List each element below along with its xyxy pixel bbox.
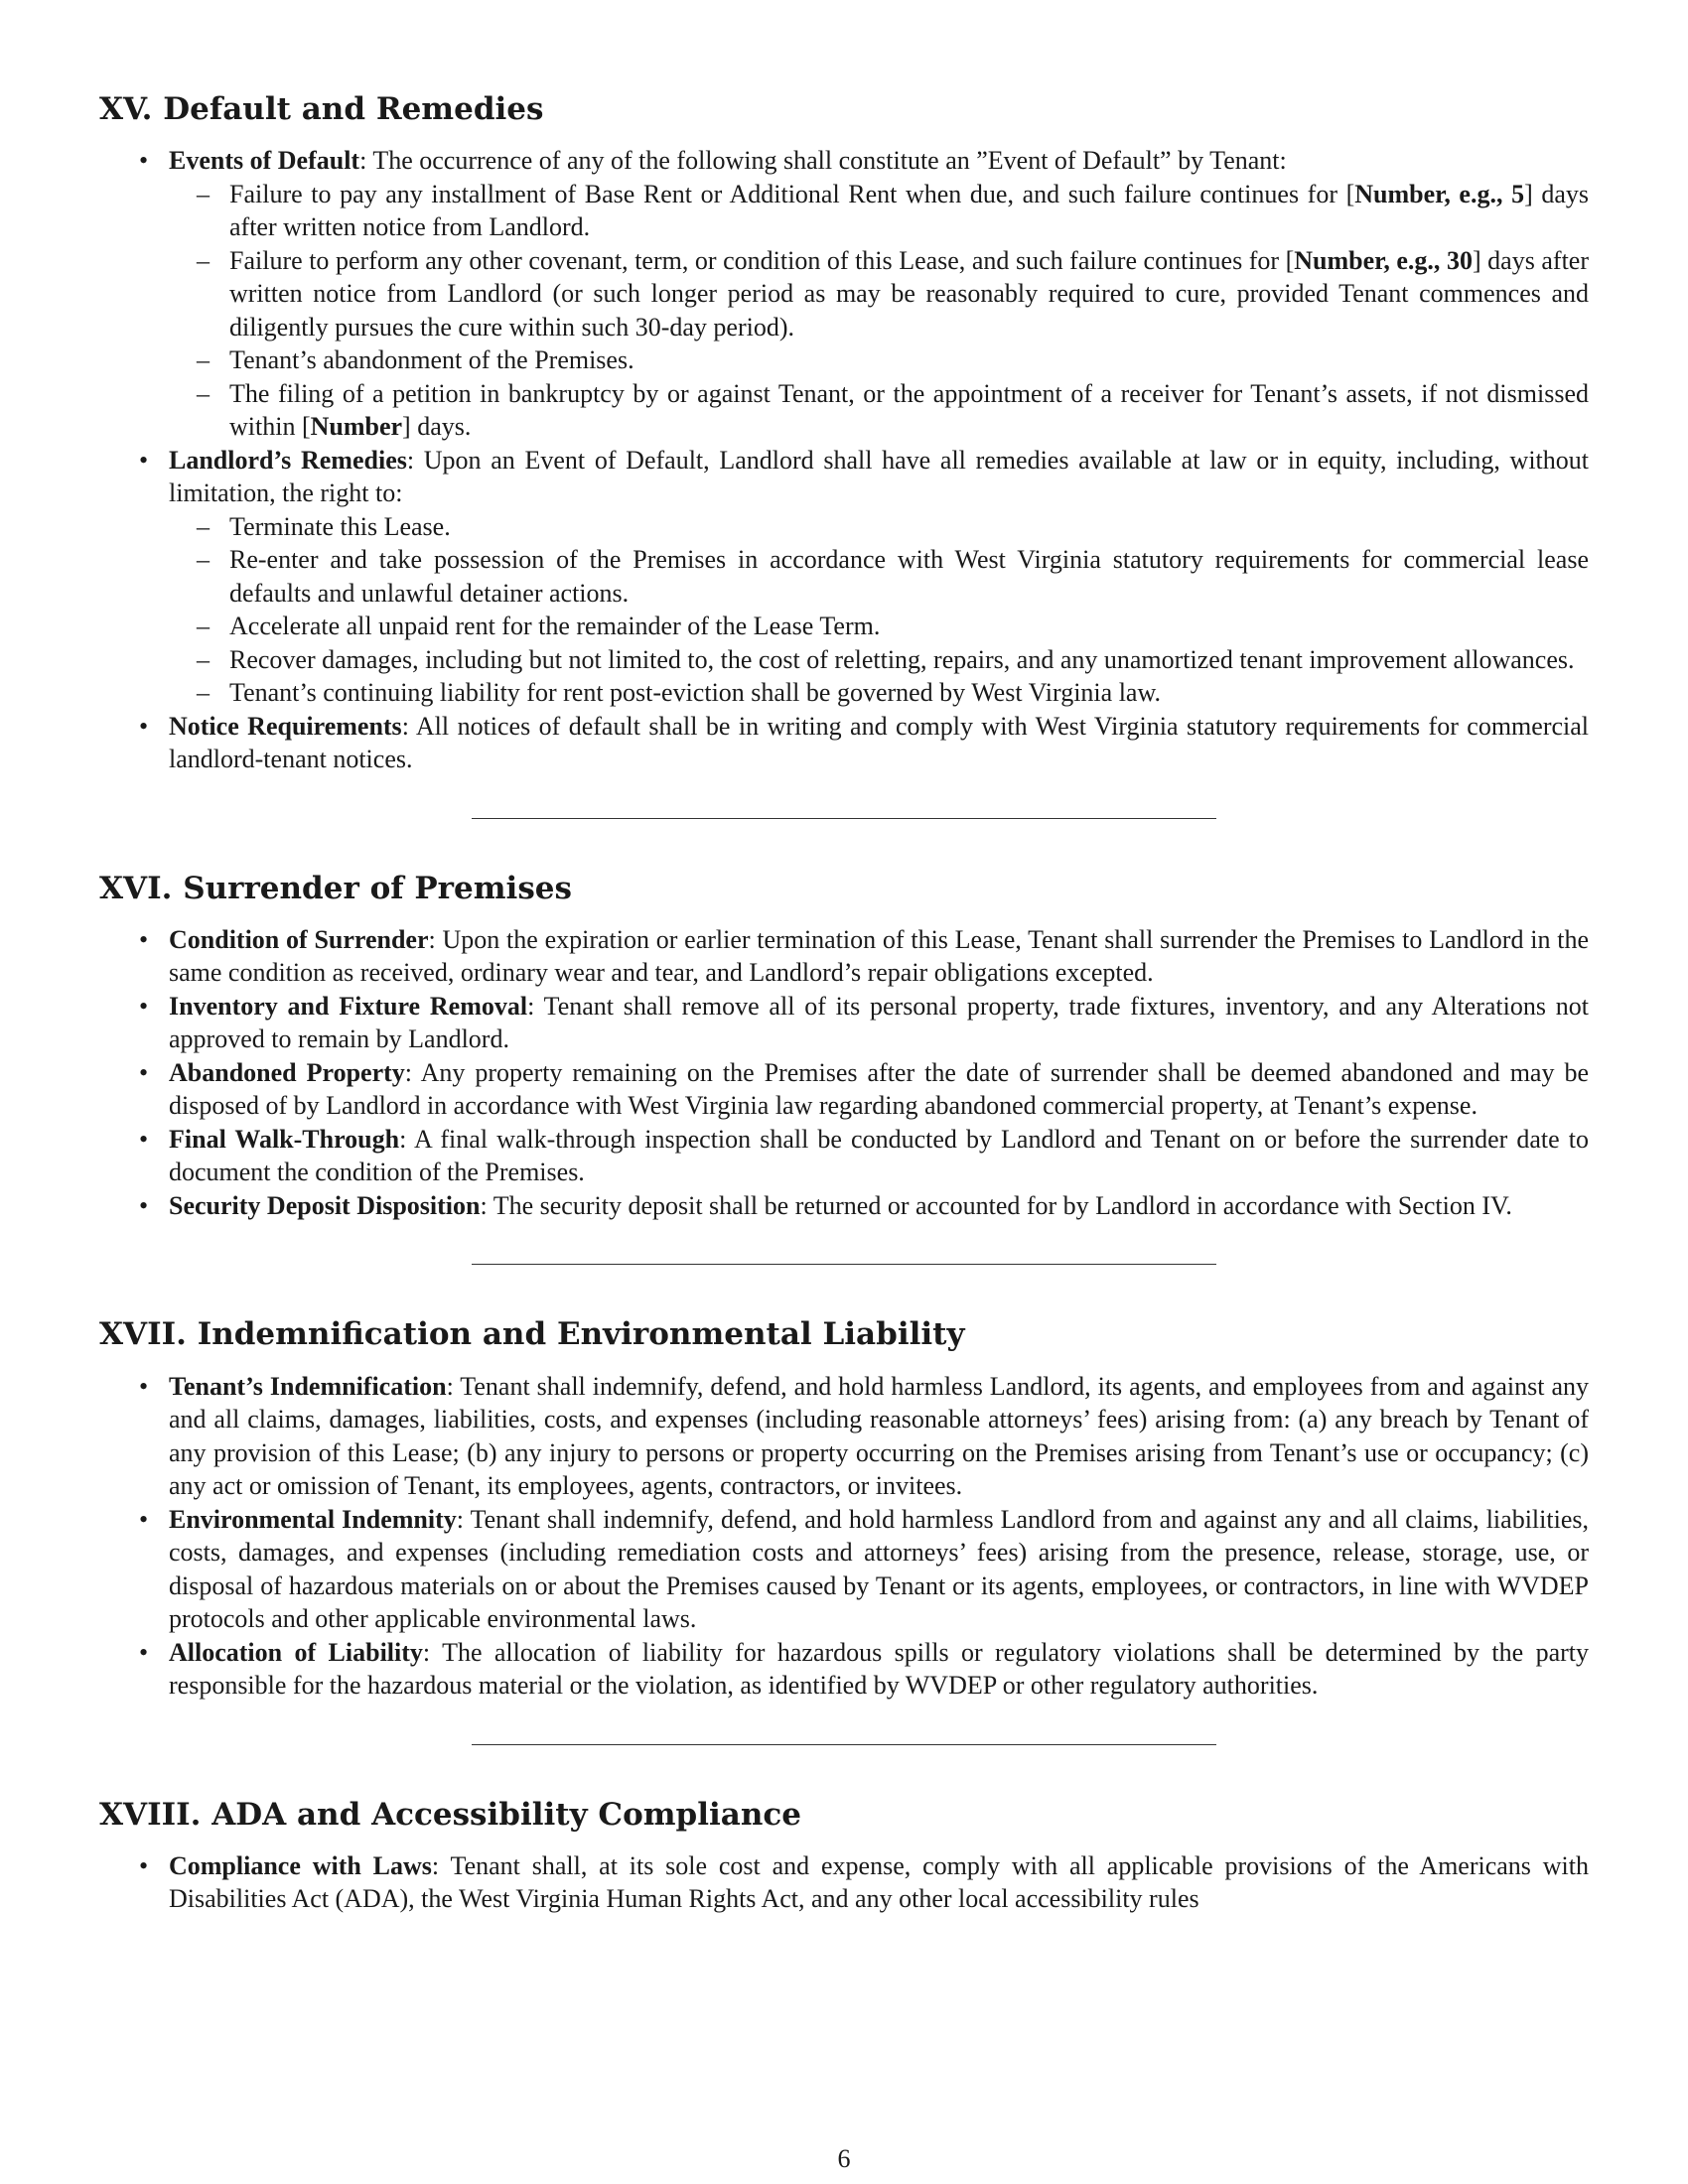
section-default-remedies [99,91,1589,776]
item-text: : The occurrence of any of the following shall constitute an ”Event of Default” by Tenant: [359,146,1287,176]
placeholder-value: Number, e.g., 30 [1294,245,1473,275]
section-divider [472,1264,1216,1265]
section-divider [472,1744,1216,1745]
sub-item-text: Failure to perform any other covenant, term, or condition of this Lease, and such failure continues for [ [229,245,1295,275]
item-text: : Tenant shall, at its sole cost and expense, comply with all applicable provisions of the Americans with Disabilities Act (ADA), the West Virginia Human Rights Act, and any other local accessibility rules [169,1850,1589,1914]
item-term: Condition of Surrender [169,924,429,954]
item-term: Security Deposit Disposition [169,1190,481,1220]
list-item [99,1636,1589,1703]
section-indemnification [99,1316,1589,1702]
list-item [99,144,1589,444]
placeholder-value: Number [310,412,403,442]
item-term: Allocation of Liability [169,1637,423,1667]
list-item [99,990,1589,1056]
sub-item-text: ] days after written notice from Landlord. [229,179,1590,242]
item-text: : Upon an Event of Default, Landlord shall have all remedies available at law or in equity, including, without limitation, the right to: [169,445,1589,508]
list-item [99,1370,1589,1503]
item-term: Events of Default [169,146,360,176]
item-term: Final Walk-Through [169,1124,400,1154]
sub-list-item [169,510,1589,544]
sub-item-text: The filing of a petition in bankruptcy by or against Tenant, or the appointment of a receiver for Tenant’s assets, if not dismissed within [ [229,378,1589,442]
item-text: : Tenant shall indemnify, defend, and hold harmless Landlord from and against any and all claims, liabilities, costs, damages, and expenses (including remediation costs and attorneys’ fees) arising from the presence, release, storage, use, or disposal of hazardous materials on or about the Premises caused by Tenant or its agents, employees, or contractors, in line with WVDEP protocols and other applicable environmental laws. [169,1504,1589,1634]
sub-list-item [169,377,1589,444]
sub-item-text: Accelerate all unpaid rent for the remainder of the Lease Term. [229,612,881,641]
section-title: XVI. Surrender of Premises [99,870,572,906]
list-item [99,1123,1589,1189]
page-number: 6 [837,2144,851,2173]
sub-list-item [169,343,1589,377]
sub-item-text: Failure to pay any installment of Base Rent or Additional Rent when due, and such failure continues for [ [229,179,1355,208]
placeholder-value: Number, e.g., 5 [1354,179,1525,208]
section-title: XV. Default and Remedies [99,91,544,127]
section-title: XVII. Indemnification and Environmental Liability [99,1316,965,1353]
item-text: : Upon the expiration or earlier termination of this Lease, Tenant shall surrender the Premises to Landlord in the same condition as received, ordinary wear and tear, and Landlord’s repair obligations excepted. [169,924,1589,988]
sub-list [169,510,1589,710]
bullet-list [99,1849,1589,1916]
item-text: : All notices of default shall be in writing and comply with West Virginia statutory requirements for commercial landlord-tenant notices. [169,711,1590,774]
item-text: : Tenant shall indemnify, defend, and hold harmless Landlord, its agents, and employees from and against any and all claims, damages, liabilities, costs, and expenses (including reasonable attorneys’ fees) arising from: (a) any breach by Tenant of any provision of this Lease; (b) any injury to persons or property occurring on the Premises arising from Tenant’s use or occupancy; (c) any act or omission of Tenant, its employees, agents, contractors, or invitees. [169,1371,1589,1501]
item-term: Abandoned Property [169,1057,405,1087]
list-item [99,710,1589,776]
sub-item-text: Tenant’s continuing liability for rent post-eviction shall be governed by West Virginia law. [229,678,1162,708]
sub-list-item [169,178,1589,244]
item-term: Notice Requirements [169,711,402,741]
item-text: : A final walk-through inspection shall be conducted by Landlord and Tenant on or before the surrender date to document the condition of the Premises. [169,1124,1589,1187]
list-item [99,923,1589,990]
bullet-list [99,144,1589,776]
item-term: Environmental Indemnity [169,1504,457,1534]
bullet-list [99,923,1589,1223]
item-text: : The security deposit shall be returned or accounted for by Landlord in accordance with Section IV. [480,1190,1512,1220]
document-page [99,91,1589,1916]
list-item [99,1849,1589,1916]
item-text: : Tenant shall remove all of its personal property, trade fixtures, inventory, and any Alterations not approved to remain by Landlord. [169,991,1589,1054]
list-item [99,1189,1589,1223]
item-term: Inventory and Fixture Removal [169,991,528,1021]
list-item [99,1056,1589,1123]
sub-item-text: Terminate this Lease. [229,511,451,541]
sub-list-item [169,543,1589,610]
sub-list-item [169,676,1589,710]
item-text: : Any property remaining on the Premises after the date of surrender shall be deemed abandoned and may be disposed of by Landlord in accordance with West Virginia law regarding abandoned commercial property, at Tenant’s expense. [169,1057,1589,1121]
item-term: Tenant’s Indemnification [169,1371,447,1401]
sub-item-text: Recover damages, including but not limited to, the cost of reletting, repairs, and any unamortized tenant improvement allowances. [229,644,1575,674]
bullet-list [99,1370,1589,1703]
sub-list-item [169,643,1589,677]
sub-item-text: ] days. [402,412,472,442]
section-ada-compliance [99,1797,1589,1916]
item-term: Compliance with Laws [169,1850,432,1880]
sub-list [169,178,1589,444]
sub-item-text: Tenant’s abandonment of the Premises. [229,345,634,375]
section-surrender-of-premises [99,871,1589,1223]
sub-list-item [169,610,1589,643]
list-item [99,444,1589,710]
list-item [99,1503,1589,1636]
section-title: XVIII. ADA and Accessibility Compliance [99,1796,802,1833]
item-text: : The allocation of liability for hazardous spills or regulatory violations shall be determined by the party responsible for the hazardous material or the violation, as identified by WVDEP or other regulatory authorities. [169,1637,1589,1701]
item-term: Landlord’s Remedies [169,445,407,475]
section-divider [472,818,1216,819]
sub-item-text: Re-enter and take possession of the Premises in accordance with West Virginia statutory requirements for commercial lease defaults and unlawful detainer actions. [229,545,1589,608]
sub-list-item [169,244,1589,344]
sub-item-text: ] days after written notice from Landlord (or such longer period as may be reasonably required to cure, provided Tenant commences and diligently pursues the cure within such 30-day period). [229,245,1590,341]
